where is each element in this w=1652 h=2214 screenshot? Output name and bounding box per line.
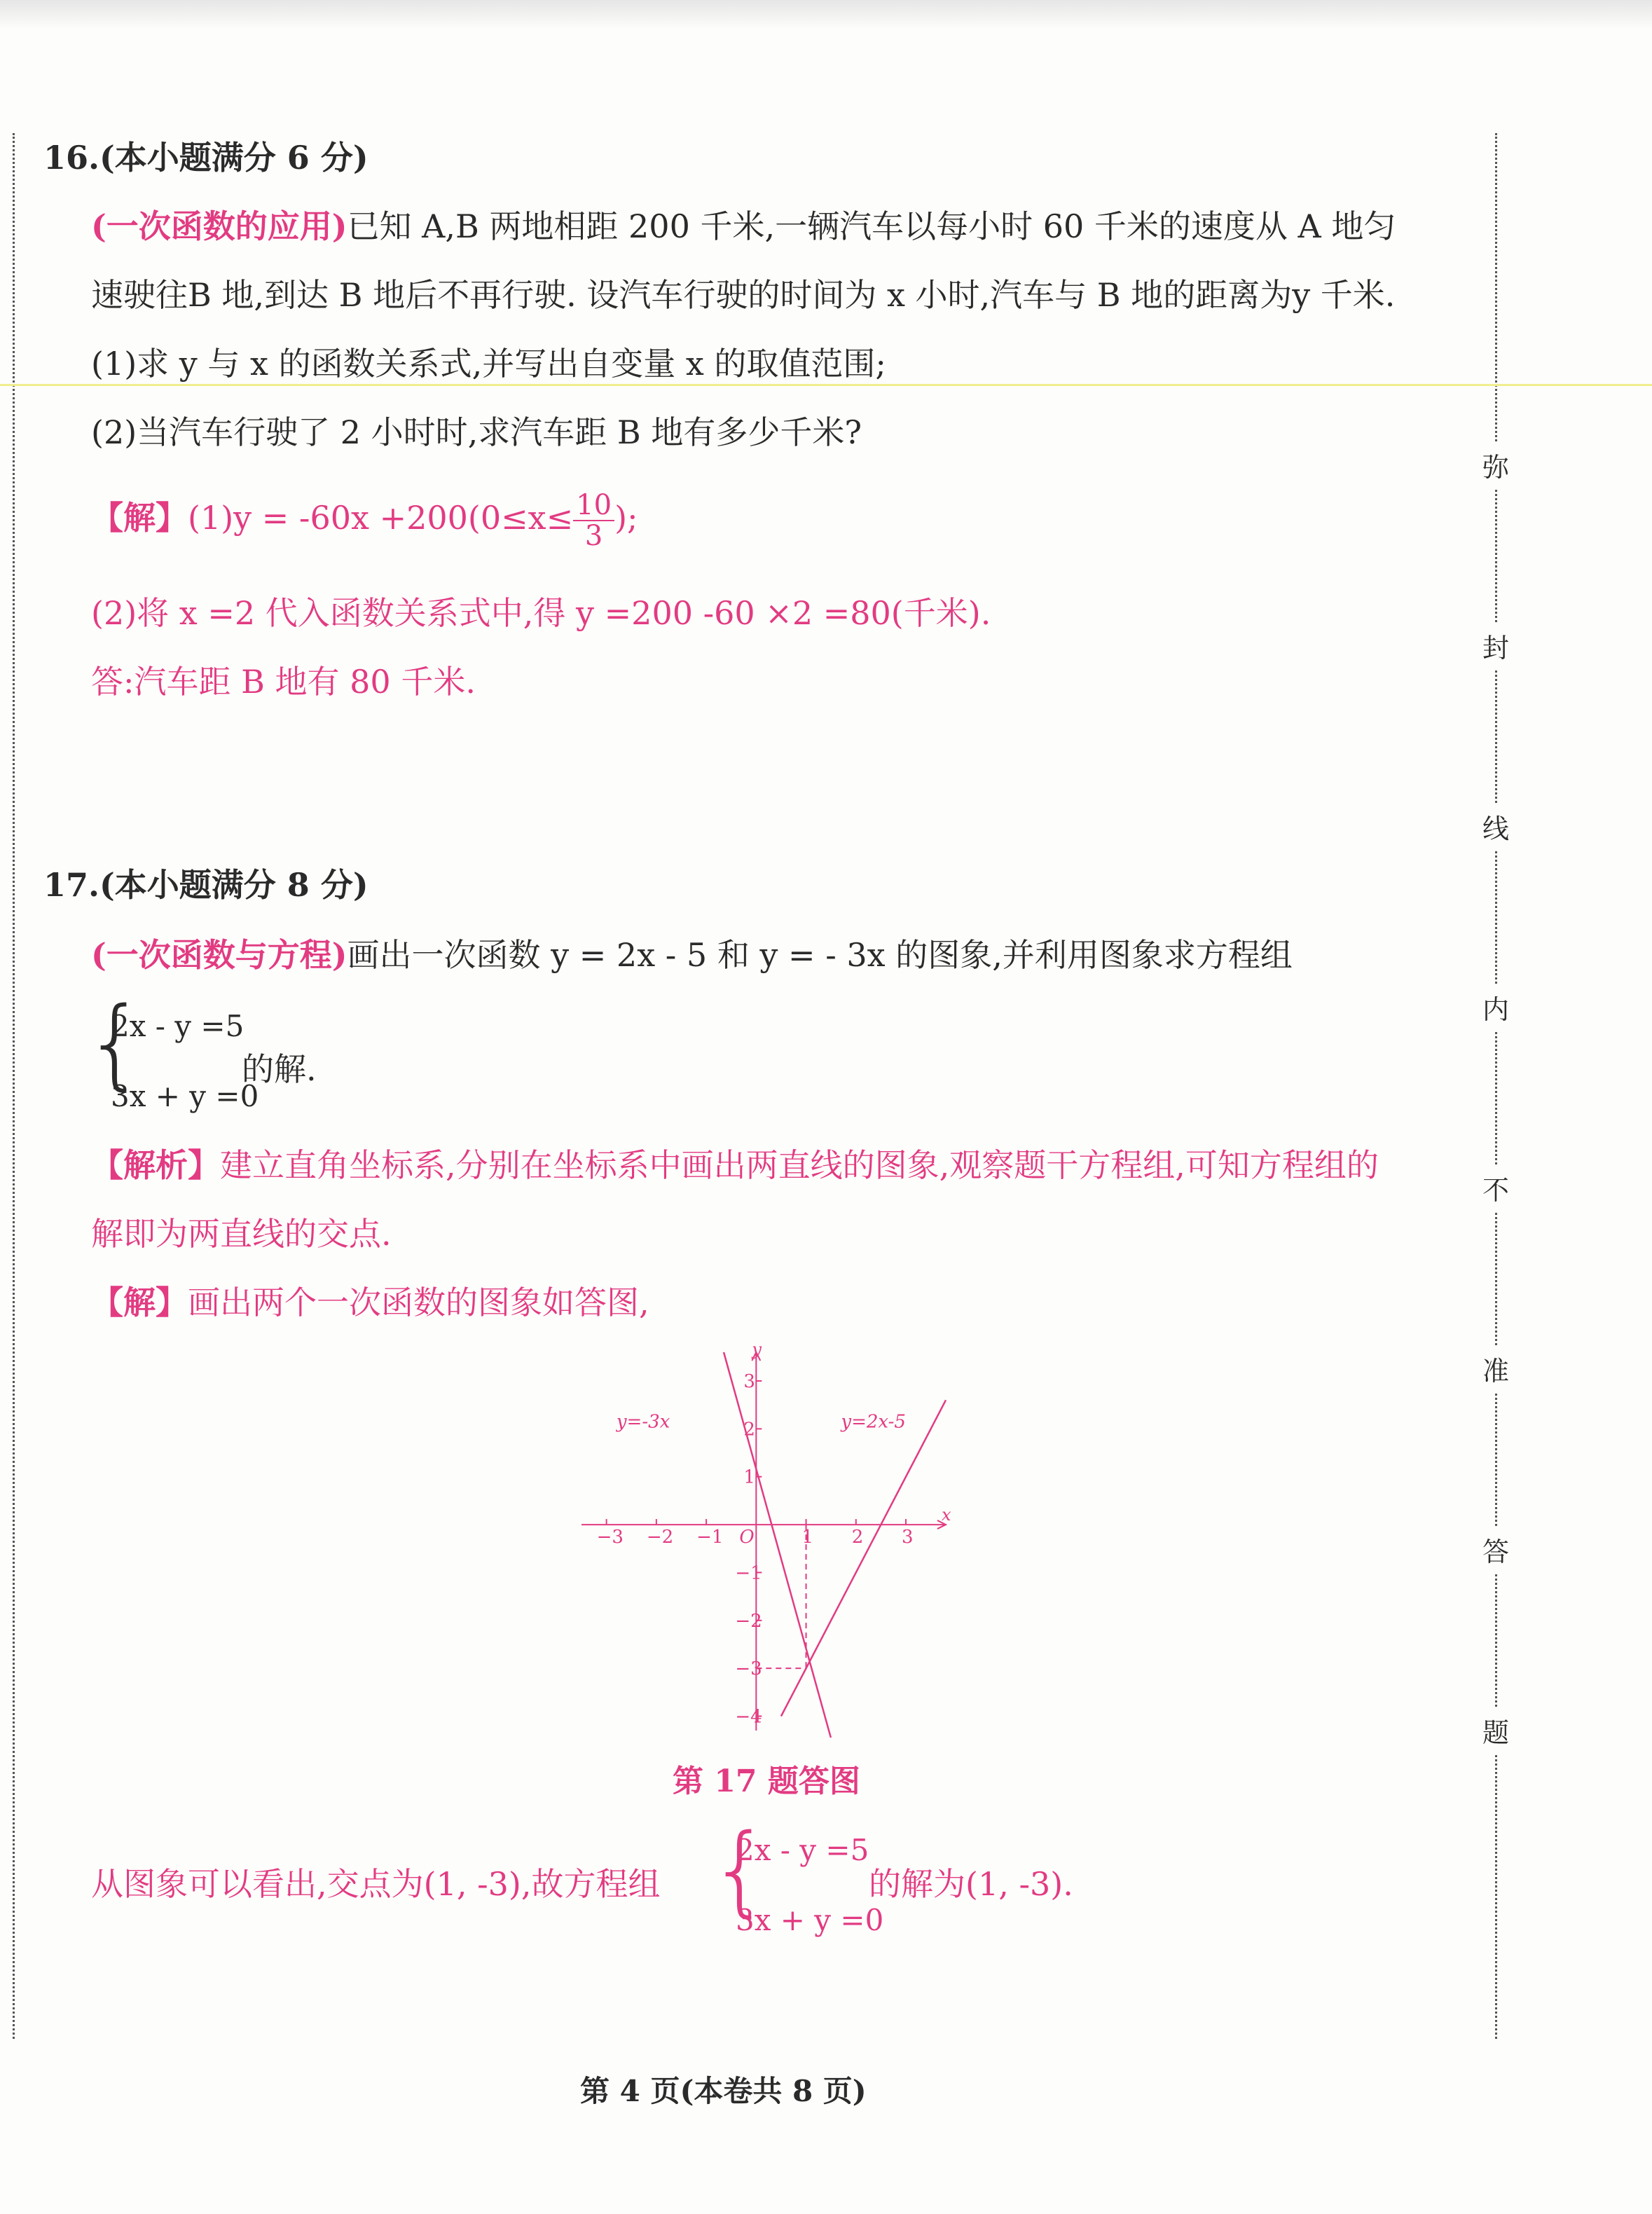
q17-header — [43, 866, 369, 904]
y-tick-label: 2 — [743, 1419, 755, 1441]
y-tick-label: 3 — [743, 1371, 755, 1393]
q17-solution-label: 【解】 — [91, 1284, 188, 1321]
q16-solution-2: (2)将 x =2 代入函数关系式中,得 y =200 -60 ×2 =80(千米). — [91, 594, 991, 632]
q16-part1: (1)求 y 与 x 的函数关系式,并写出自变量 x 的取值范围; — [91, 345, 886, 383]
equation-2: 3x + y =0 — [111, 1079, 259, 1113]
left-binding-line — [13, 133, 15, 2039]
fraction: $\frac{10}{3}$ — [573, 490, 614, 551]
y-tick-label: −3 — [735, 1658, 762, 1680]
x-tick-label: 2 — [851, 1527, 864, 1548]
equation-1: 2x - y =5 — [111, 1009, 245, 1043]
series-label: y=-3x — [616, 1411, 670, 1433]
y-tick-label: −4 — [735, 1706, 762, 1728]
x-tick-label: −2 — [646, 1527, 674, 1548]
function-graph — [574, 1345, 953, 1738]
q17-analysis-label: 【解析】 — [91, 1146, 220, 1184]
q16-solution-1 — [91, 490, 638, 551]
x-tick-label: 3 — [902, 1527, 914, 1548]
q17-stem — [91, 936, 1293, 974]
y-tick-label: −2 — [735, 1610, 762, 1632]
margin-char: 封 — [1482, 622, 1509, 669]
margin-char: 内 — [1482, 984, 1509, 1031]
origin-label: O — [739, 1527, 755, 1548]
q16-stem-line2: 速驶往B 地,到达 B 地后不再行驶. 设汽车行驶的时间为 x 小时,汽车与 B 地的距离为y 千米. — [91, 276, 1396, 314]
brace: { — [709, 1813, 772, 1927]
margin-char: 不 — [1482, 1164, 1509, 1211]
q17-analysis-line2: 解即为两直线的交点. — [91, 1215, 392, 1253]
q17-solution — [91, 1286, 649, 1319]
q16-topic-tag: (一次函数的应用) — [91, 207, 347, 245]
q17-stem-text: 画出一次函数 y = 2x - 5 和 y = - 3x 的图象,并利用图象求方程组 — [347, 936, 1293, 974]
q17-sol-text: 画出两个一次函数的图象如答图, — [188, 1284, 649, 1321]
q16-sol1-post: ); — [614, 499, 638, 537]
q16-answer: 答:汽车距 B 地有 80 千米. — [91, 663, 476, 701]
page-footer: 第 4 页(本卷共 8 页) — [580, 2074, 867, 2108]
q16-stem1: 已知 A,B 两地相距 200 千米,一辆汽车以每小时 60 千米的速度从 A 地匀 — [347, 207, 1396, 245]
q16-sol1-pre: (1)y = -60x +200(0≤x≤ — [188, 499, 574, 537]
q17-number: 17. — [43, 866, 100, 904]
y-tick-label: −1 — [735, 1562, 762, 1584]
x-tick-label: −1 — [696, 1527, 724, 1548]
q17-topic-tag: (一次函数与方程) — [91, 936, 347, 974]
q17-score: (本小题满分 8 分) — [99, 866, 369, 904]
q16-number: 16. — [43, 139, 100, 177]
q16-stem-line1 — [91, 207, 1396, 245]
series-label: y=2x-5 — [841, 1411, 906, 1433]
q17-analysis1: 建立直角坐标系,分别在坐标系中画出两直线的图象,观察题干方程组,可知方程组的 — [220, 1146, 1379, 1184]
margin-char: 弥 — [1482, 441, 1509, 488]
margin-char: 准 — [1482, 1345, 1509, 1392]
q16-solution-label: 【解】 — [91, 499, 188, 537]
margin-char: 题 — [1482, 1707, 1509, 1754]
highlighter-line — [0, 384, 1652, 386]
conclusion-equation-2: 3x + y =0 — [736, 1903, 884, 1937]
q16-score: (本小题满分 6 分) — [99, 139, 369, 177]
margin-char: 线 — [1482, 803, 1509, 850]
figure-caption: 第 17 题答图 — [673, 1763, 860, 1799]
q17-conclusion-post: 的解为(1, -3). — [869, 1865, 1073, 1903]
brace: { — [84, 986, 147, 1101]
q16-header — [43, 139, 369, 177]
x-tick-label: 1 — [801, 1527, 814, 1548]
q17-analysis-line1 — [91, 1146, 1379, 1184]
scan-edge — [0, 0, 1652, 29]
q17-conclusion-pre: 从图象可以看出,交点为(1, -3),故方程组 — [91, 1865, 661, 1903]
q16-part2: (2)当汽车行驶了 2 小时时,求汽车距 B 地有多少千米? — [91, 413, 862, 451]
y-tick-label: 1 — [743, 1466, 755, 1488]
margin-char: 答 — [1482, 1526, 1509, 1573]
conclusion-equation-1: 2x - y =5 — [736, 1833, 869, 1867]
x-tick-label: −3 — [596, 1527, 624, 1548]
y-axis-label: y — [752, 1345, 762, 1359]
x-axis-label: x — [942, 1505, 951, 1525]
equation-suffix: 的解. — [242, 1050, 317, 1088]
